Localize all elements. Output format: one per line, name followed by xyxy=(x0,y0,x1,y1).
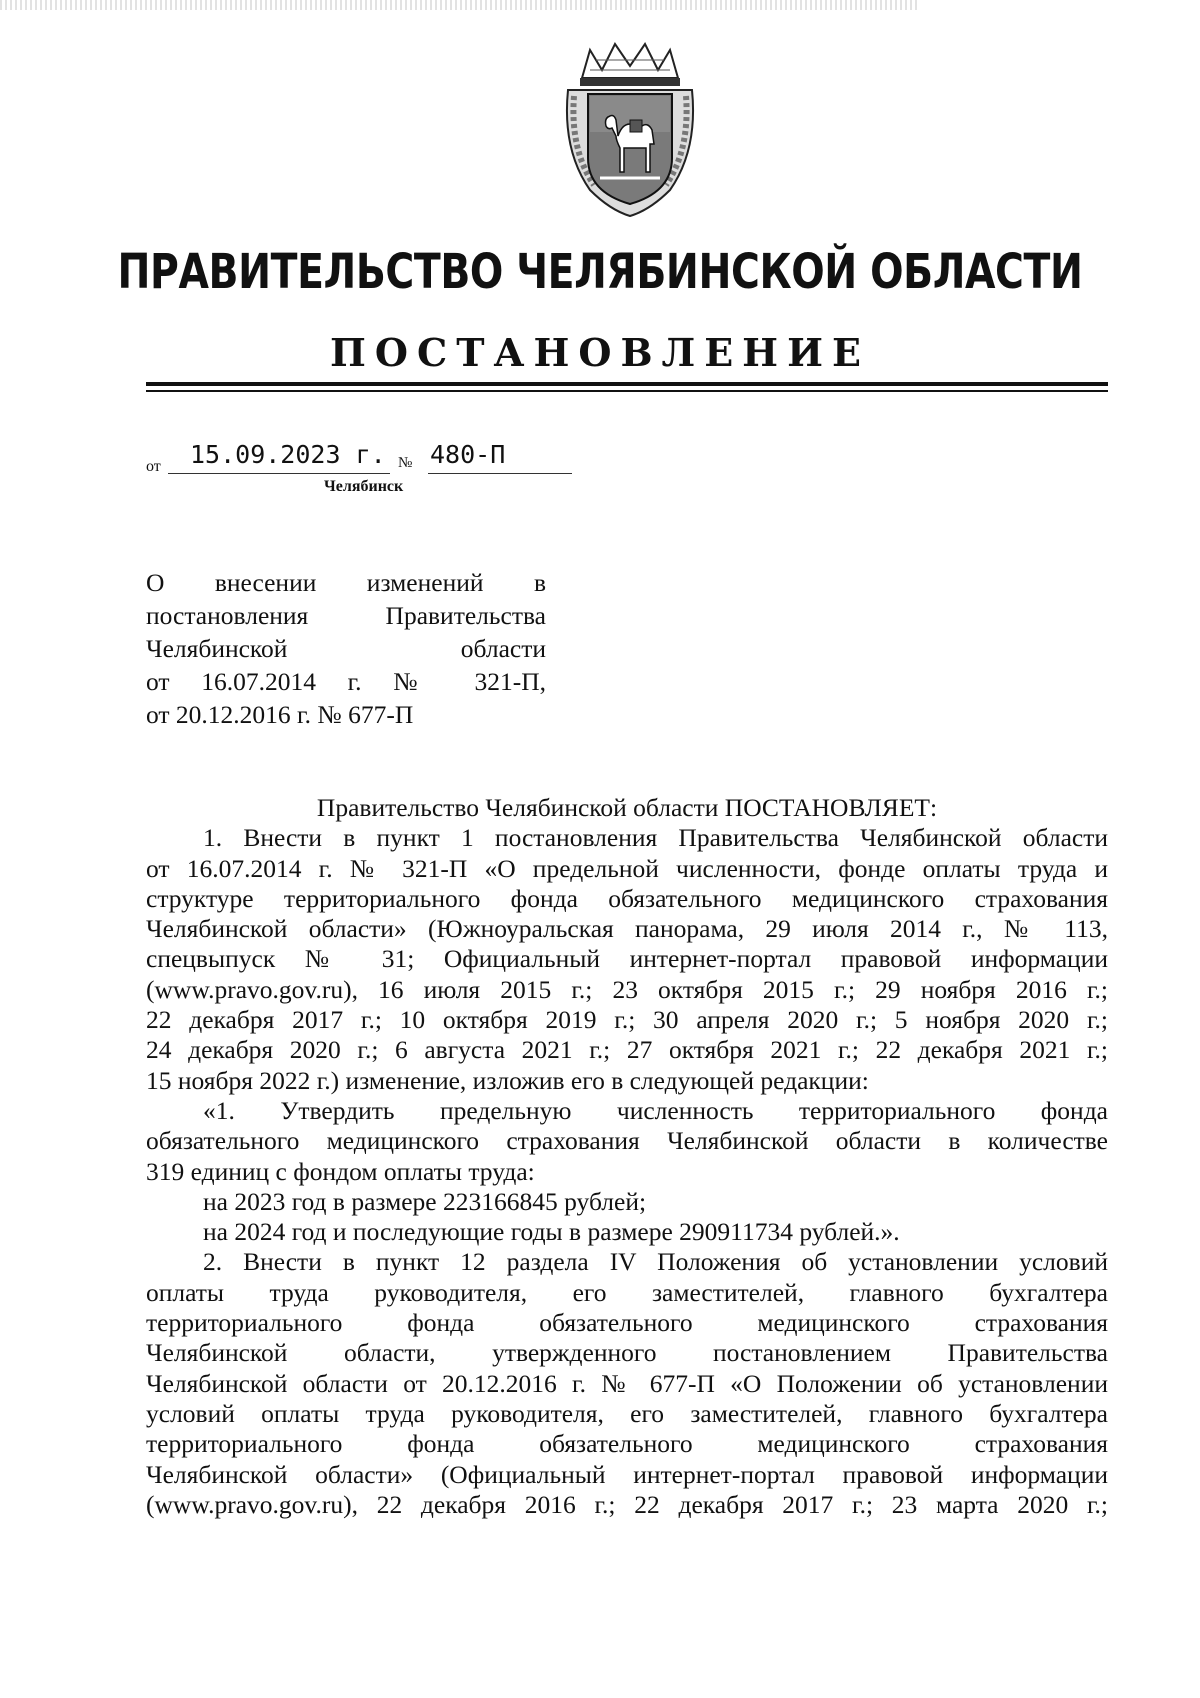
paragraph-1-line: структуре территориального фонда обязательного медицинского страхования xyxy=(146,883,1108,913)
quoted-paragraph-line: обязательного медицинского страхования Челябинской области в количестве xyxy=(146,1126,1108,1156)
chelyabinsk-coat-of-arms-camel-icon xyxy=(560,40,700,220)
number-underline xyxy=(428,473,572,474)
subject-line: постановления Правительства xyxy=(146,601,546,630)
document-number: 480-П xyxy=(430,440,506,469)
paragraph-2-line: территориального фонда обязательного медицинского страхования xyxy=(146,1308,1108,1338)
paragraph-1-line: (www.pravo.gov.ru), 16 июля 2015 г.; 23 октября 2015 г.; 29 ноября 2016 г.; xyxy=(146,974,1108,1004)
fund-2024-line: на 2024 год и последующие годы в размере 290911734 рублей.». xyxy=(203,1217,900,1247)
subject-line: О внесении изменений в xyxy=(146,568,546,597)
document-type-title: ПОСТАНОВЛЕНИЕ xyxy=(330,330,870,375)
quoted-paragraph-line: «1. Утвердить предельную численность территориального фонда xyxy=(203,1095,1108,1125)
header-divider-thin xyxy=(146,390,1108,392)
paragraph-1-line: Челябинской области» (Южноуральская панорама, 29 июля 2014 г., № 113, xyxy=(146,914,1108,944)
paragraph-2-line: условий оплаты труда руководителя, его заместителей, главного бухгалтера xyxy=(146,1398,1108,1428)
paragraph-2-line: оплаты труда руководителя, его заместителей, главного бухгалтера xyxy=(146,1277,1108,1307)
header-divider-thick xyxy=(146,382,1108,386)
government-title: ПРАВИТЕЛЬСТВО ЧЕЛЯБИНСКОЙ ОБЛАСТИ xyxy=(117,244,1083,300)
city-label: Челябинск xyxy=(324,478,404,495)
subject-line: от 16.07.2014 г. № 321-П, xyxy=(146,667,546,696)
paragraph-2-line: Челябинской области, утвержденного постановлением Правительства xyxy=(146,1338,1108,1368)
paragraph-1-line: 24 декабря 2020 г.; 6 августа 2021 г.; 27 октября 2021 г.; 22 декабря 2021 г.; xyxy=(146,1035,1108,1065)
paragraph-2-line: Челябинской области от 20.12.2016 г. № 677-П «О Положении об установлении xyxy=(146,1368,1108,1398)
paragraph-1-line: спецвыпуск № 31; Официальный интернет-портал правовой информации xyxy=(146,944,1108,974)
document-date: 15.09.2023 г. xyxy=(190,440,386,469)
document-subject xyxy=(146,566,546,731)
subject-line: от 20.12.2016 г. № 677-П xyxy=(146,700,414,729)
paragraph-2-line: (www.pravo.gov.ru), 22 декабря 2016 г.; 22 декабря 2017 г.; 23 марта 2020 г.; xyxy=(146,1489,1108,1519)
document-body xyxy=(146,793,1108,1520)
date-prefix-label: от xyxy=(146,458,161,475)
quoted-paragraph-line: 319 единиц с фондом оплаты труда: xyxy=(146,1156,535,1186)
paragraph-2-line: 2. Внести в пункт 12 раздела IV Положения об установлении условий xyxy=(203,1247,1108,1277)
paragraph-2-line: территориального фонда обязательного медицинского страхования xyxy=(146,1429,1108,1459)
fund-2023-line: на 2023 год в размере 223166845 рублей; xyxy=(203,1186,647,1216)
scan-artifact xyxy=(0,0,920,10)
paragraph-1-line: 15 ноября 2022 г.) изменение, изложив его в следующей редакции: xyxy=(146,1065,869,1095)
subject-line: Челябинской области xyxy=(146,634,546,663)
paragraph-1-line: 22 декабря 2017 г.; 10 октября 2019 г.; 30 апреля 2020 г.; 5 ноября 2020 г.; xyxy=(146,1005,1108,1035)
preamble: Правительство Челябинской области ПОСТАНОВЛЯЕТ: xyxy=(316,793,938,822)
date-underline xyxy=(168,473,390,474)
paragraph-1-line: от 16.07.2014 г. № 321-П «О предельной численности, фонде оплаты труда и xyxy=(146,853,1108,883)
paragraph-1-line: 1. Внести в пункт 1 постановления Правительства Челябинской области xyxy=(203,823,1108,853)
paragraph-2-line: Челябинской области» (Официальный интернет-портал правовой информации xyxy=(146,1459,1108,1489)
number-label: № xyxy=(398,455,413,471)
